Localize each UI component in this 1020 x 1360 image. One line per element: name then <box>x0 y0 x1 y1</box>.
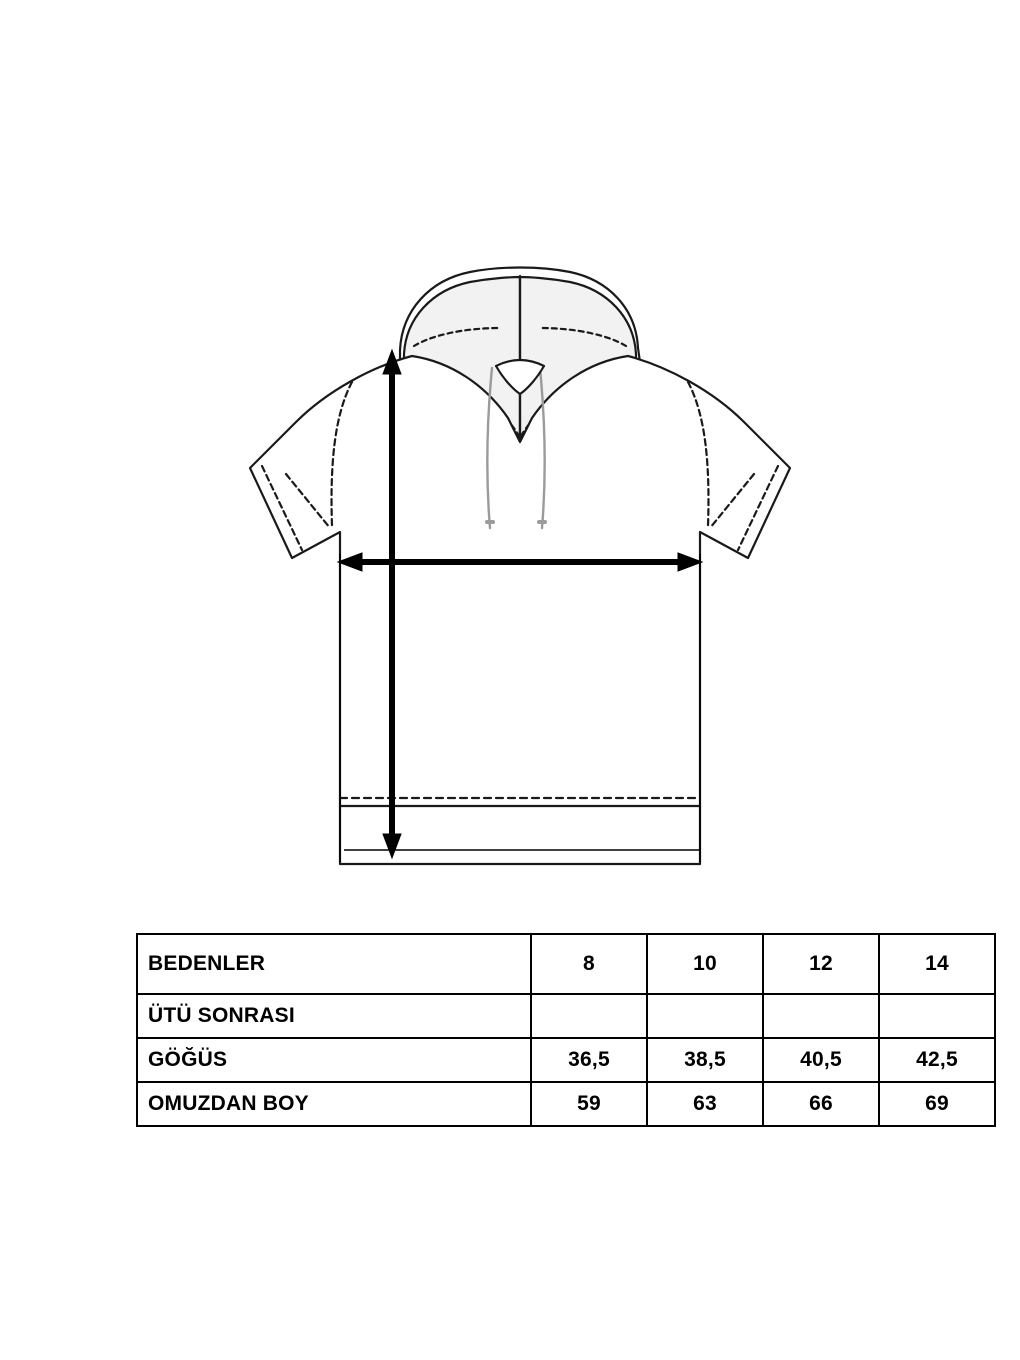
row-1-value-3: 42,5 <box>879 1038 995 1082</box>
garment-svg <box>0 150 1020 910</box>
table-header-row <box>137 934 995 994</box>
size-header-0: 8 <box>531 934 647 994</box>
size-table <box>136 933 996 1127</box>
row-2-value-0: 59 <box>531 1082 647 1126</box>
row-0-value-1 <box>647 994 763 1038</box>
row-2-value-3: 69 <box>879 1082 995 1126</box>
row-1-value-0: 36,5 <box>531 1038 647 1082</box>
row-label-2: OMUZDAN BOY <box>137 1082 531 1126</box>
size-table-container <box>136 933 958 1127</box>
table-row <box>137 1082 995 1126</box>
size-header-2: 12 <box>763 934 879 994</box>
size-header-1: 10 <box>647 934 763 994</box>
table-row <box>137 994 995 1038</box>
size-header-3: 14 <box>879 934 995 994</box>
row-label-1: GÖĞÜS <box>137 1038 531 1082</box>
row-1-value-1: 38,5 <box>647 1038 763 1082</box>
row-label-0: ÜTÜ SONRASI <box>137 994 531 1038</box>
table-title: BEDENLER <box>137 934 531 994</box>
garment-technical-drawing <box>0 150 1020 910</box>
row-0-value-0 <box>531 994 647 1038</box>
row-0-value-2 <box>763 994 879 1038</box>
row-0-value-3 <box>879 994 995 1038</box>
row-2-value-2: 66 <box>763 1082 879 1126</box>
table-row <box>137 1038 995 1082</box>
row-1-value-2: 40,5 <box>763 1038 879 1082</box>
row-2-value-1: 63 <box>647 1082 763 1126</box>
